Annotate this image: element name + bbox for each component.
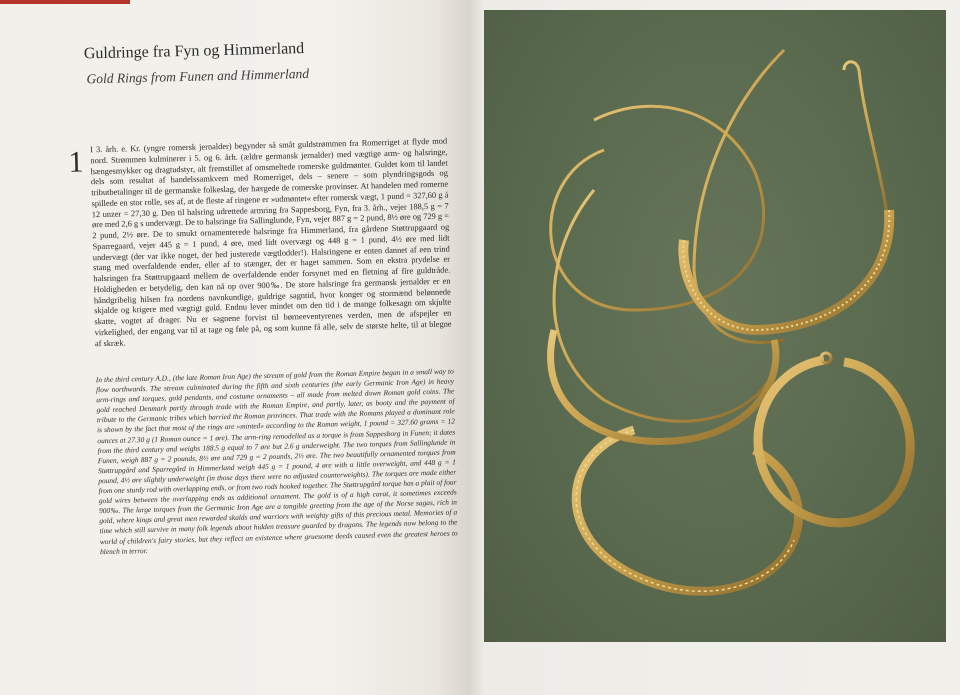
thin-arm-ring: [551, 106, 764, 310]
lower-right-torque: [758, 360, 910, 523]
left-page: [0, 0, 470, 695]
torque-hook-knob: [821, 353, 831, 363]
english-body-text: In the third century A.D., (the late Roman Iron Age) the stream of gold from the Roman Empire began in a small way to flow northwards. The stream culminated during the fifth and sixth centuries (the early Germanic Iron Age) in heavy arm-rings and torques, gold pendants, and costume ornaments – all made from melted down Roman gold coins. The gold reached Denmark partly through trade with the Roman Empire, and partly, later, as booty and the payment of tribute to the Germanic tribes which harried the Roman provinces. That trade with the Romans played a dominant role is shown by the fact that most of the rings are »minted« according to the Roman weight, 1 pound = 327.60 grams = 12 ounces at 27.30 g (1 Roman ounce = 1 øre). The arm-ring remodelled as a torque is from Sappesborg in Funen; it dates from the third century and weighs 188.5 g equal to 7 øre but 2.6 g underweight. The two torques from Sallinglunde in Funen, weigh 887 g = 2 pounds, 8½ øre and 729 g = 2 pounds, 2½ øre. The two beautifully ornamented torques from Støttrupgård and Sparregård in Himmerland weigh 445 g = 1 pound, 4 øre with a little overweight, and 448 g = 1 pound, 4½ øre slightly underweight (in those days there were no adjusted counterweights). The torques are made either from one sturdy rod with overlapping ends, or from two rods hooked together. The Støttrupgård torque has a plait of four gold wires between the overlapping ends as additional ornament. The gold is of a high carat, it sometimes exceeds 900‰. The large torques from the Germanic Iron Age are a tangible greeting from the age of the Norse sagas, rich in gold, where kings and great men rewarded skalds and warriors with weighty gifts of this precious metal. Memories of a time which still survive in many folk legends about hidden treasure guarded by dragons. The legends now belong to the world of children's fairy stories, but they reflect an existence where gruesome deeds caused even the greatest heroes to blench in terror.: [95, 366, 458, 556]
page-title: Guldringe fra Fyn og Himmerland: [83, 40, 305, 63]
hooked-thin-torque: [694, 50, 784, 342]
text-block: [0, 0, 470, 695]
hooked-end-right: [844, 62, 889, 230]
large-torque-middle: [551, 330, 776, 442]
chapter-number: 1: [68, 145, 84, 179]
page-subtitle: Gold Rings from Funen and Himmerland: [86, 65, 310, 87]
ornamented-torque-upper: [683, 210, 889, 330]
middle-thin-ring: [554, 190, 774, 421]
danish-body-text: I 3. årh. e. Kr. (yngre romersk jernalder) begynder så småt guldstrømmen fra Romerriget at flyde mod nord. Strømmen kulminerer i 5. og 6. årh. (ældre germansk jernalder) med vægtige arm- og halsringe, hængesmykker og dragtudstyr, alt fremstillet af omsmeltede romerske guldmønter. Guldet kom til landet dels som resultat af handelssamkvem med Romerriget, dels – senere – som plyndringsgods og tributbetalinger til de germanske folkeslag, der hærgede de romerske provinser. At handelen med romerne spillede en stor rolle, ses af, at de fleste af ringene er »udmøntet« efter romersk vægt, 1 pund = 327,60 g á 12 unzer = 27,30 g. Den til halsring udrettede armring fra Sappesborg, Fyn, fra 3. årh., vejer 188,5 g = 7 øre med 2,6 g s undervægt. De to halsringe fra Sallinglunde, Fyn, vejer 887 g = 2 pund, 8½ øre og 729 g = 2 pund, 2½ øre. De to smukt ornamenterede halsringe fra Himmerland, fra gårdene Støttrupgaard og Sparregaard, vejer 445 g = 1 pund, 4 øre, med lidt overvægt og 448 g = 1 pund, 4½ øre med lidt undervægt (der var ikke noget, der hed justerede vægtlodder!). Halsringene er enten dannet af een trind stang med overfaldende ender, eller af to stænger, der er haget sammen. Som en ekstra prydelse er halsringen fra Støttrupgaard mellem de overfaldende ender forsynet med en fletning af fire guldtråde. Holdigheden er betydelig, den kan nå op over 900‰. De store halsringe fra germansk jernalder er en håndgribelig hilsen fra nordens navnkundige, guldrige sagntid, hvor konger og stormænd belønnede skjalde og krigere med vægtigt guld. Endnu lever mindet om den tid i de mange folkesagn om skjulte skatte, vogtet af drager. Nu er sagnene forvist til børneeventyrenes verden, men de afspejler en virkelighed, der engang var til at tage og føle på, og som kunne få alle, selv de største helte, til at blegne af skræk.: [90, 136, 452, 348]
right-page: [470, 0, 960, 695]
large-torque-left: [576, 430, 798, 591]
gold-rings-illustration: [484, 10, 946, 642]
gold-rings-photo: [484, 10, 946, 642]
